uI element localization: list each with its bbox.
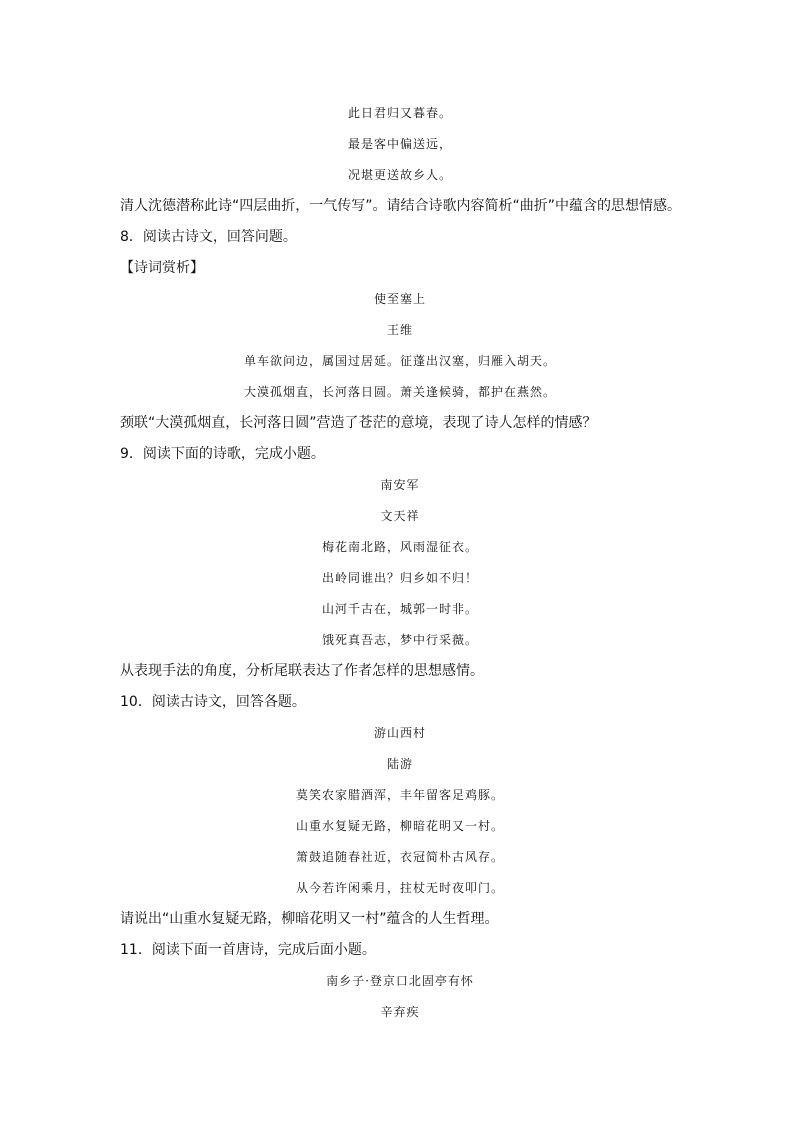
document-content xyxy=(120,102,680,1032)
question-heading: 8．阅读古诗文，回答问题。 xyxy=(120,229,297,245)
question-heading: 9．阅读下面的诗歌，完成小题。 xyxy=(120,446,325,462)
poem-author: 辛弃疾 xyxy=(380,1005,420,1019)
poem-line: 山河千古在，城郭一时非。 xyxy=(321,602,478,616)
poem-title: 使至塞上 xyxy=(373,292,426,306)
poem-title: 南乡子·登京口北固亭有怀 xyxy=(326,974,474,988)
question-text: 清人沈德潜称此诗“四层曲折，一气传写”。请结合诗歌内容简析“曲折”中蕴含的思想情感。 xyxy=(120,198,682,214)
poem-line: 山重水复疑无路，柳暗花明又一村。 xyxy=(295,819,504,833)
poem-line: 出岭同谁出？归乡如不归！ xyxy=(321,571,478,585)
poem-author: 文天祥 xyxy=(380,509,420,523)
poem-author: 陆游 xyxy=(386,757,413,771)
question-text: 从表现手法的角度，分析尾联表达了作者怎样的思想感情。 xyxy=(120,663,484,679)
poem-title: 游山西村 xyxy=(373,726,426,740)
poem-title: 南安军 xyxy=(380,478,420,492)
question-text: 请说出“山重水复疑无路，柳暗花明又一村”蕴含的人生哲理。 xyxy=(120,911,499,927)
poem-line: 大漠孤烟直，长河落日圆。萧关逢候骑，都护在燕然。 xyxy=(243,385,556,399)
poem-line: 最是客中偏送远， xyxy=(347,137,452,151)
poem-author: 王维 xyxy=(386,323,413,337)
poem-line: 梅花南北路，风雨湿征衣。 xyxy=(321,540,478,554)
poem-line: 箫鼓追随春社近，衣冠简朴古风存。 xyxy=(295,850,504,864)
poem-line: 此日君归又暮春。 xyxy=(347,106,452,120)
poem-line: 饿死真吾志，梦中行采薇。 xyxy=(321,633,478,647)
poem-line: 莫笑农家腊酒浑，丰年留客足鸡豚。 xyxy=(295,788,504,802)
section-label: 【诗词赏析】 xyxy=(120,260,204,276)
poem-line: 从今若许闲乘月，拄杖无时夜叩门。 xyxy=(295,881,504,895)
poem-line: 况堪更送故乡人。 xyxy=(347,168,452,182)
question-heading: 11．阅读下面一首唐诗，完成后面小题。 xyxy=(120,942,376,958)
question-heading: 10．阅读古诗文，回答各题。 xyxy=(120,694,306,710)
question-text: 颈联“大漠孤烟直，长河落日圆”营造了苍茫的意境，表现了诗人怎样的情感？ xyxy=(120,415,597,431)
poem-line: 单车欲问边，属国过居延。征蓬出汉塞，归雁入胡天。 xyxy=(243,354,556,368)
